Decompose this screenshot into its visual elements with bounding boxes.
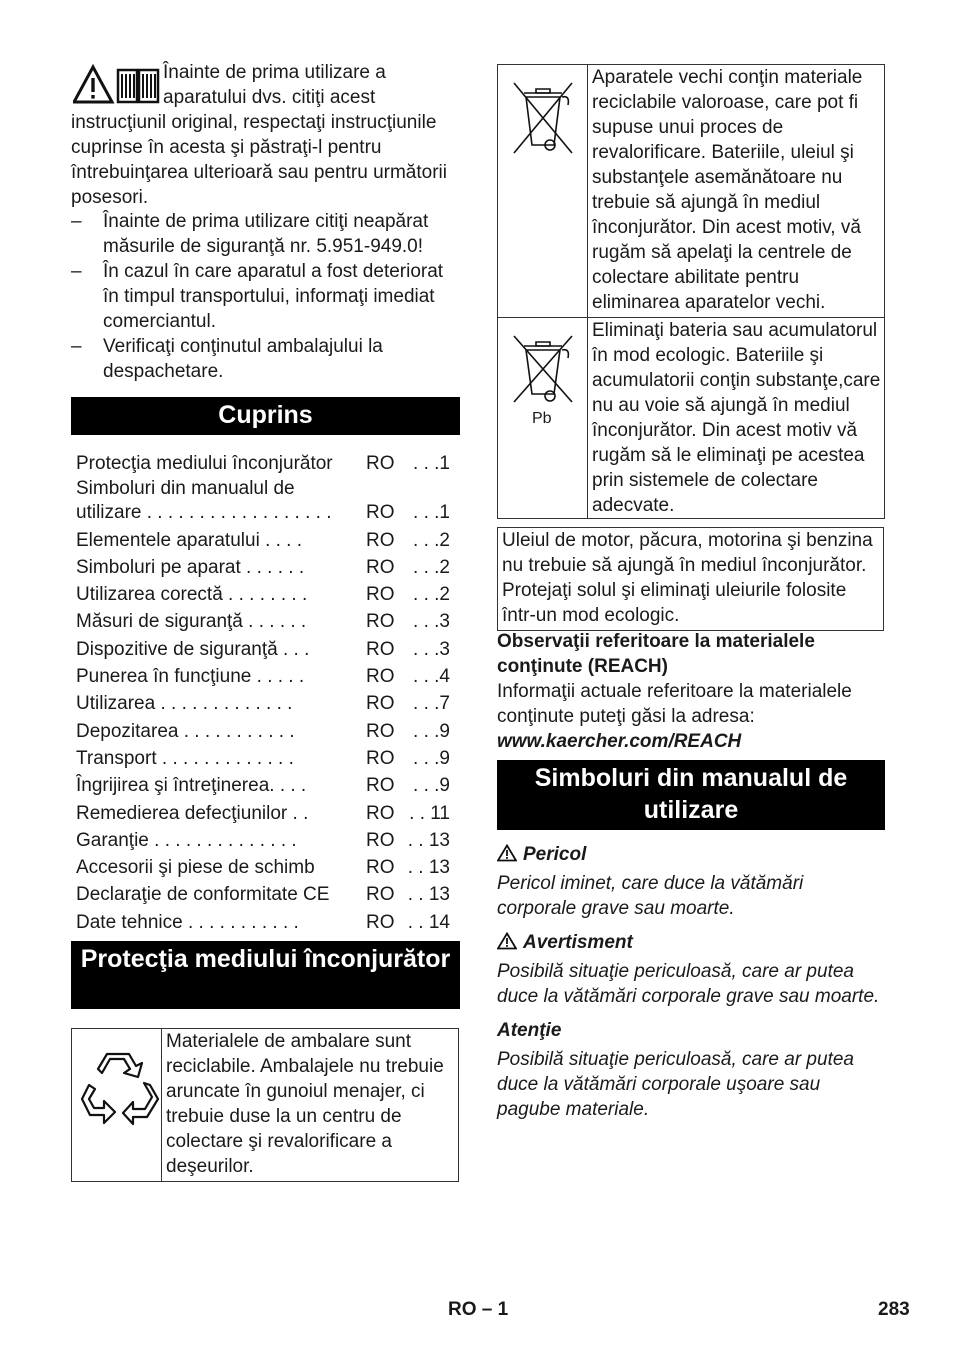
danger-warning-icon [497,844,517,862]
dash-marker: – [71,336,82,357]
battery-bin-cell [498,318,588,518]
danger-text: Pericol iminet, care duce la vătămări corporale grave sau moarte. [497,873,804,919]
old-devices-row [498,65,884,318]
disposal-table [497,64,885,519]
list-item: – Verificaţi conţinutul ambalajului la despachetare. [71,336,383,382]
footer-lang-page: RO – 1 [448,1299,509,1320]
toc-row[interactable]: Simboluri din manualul de utilizare . . . . . . . . . . . . . . . . . . RO . . .1 [76,478,450,524]
bin-cell [498,65,588,317]
intro-text: Înainte de prima utilizare a aparatului dvs. citiţi acest instrucţiunil original, respectaţi instrucţiunile cuprinse în acesta şi păstraţi-l pentru întrebuinţarea ulterioară sau pentru următorii posesori. [71,62,447,208]
intro-icons [71,64,163,110]
manual-book-icon [115,64,163,106]
list-item: – În cazul în care aparatul a fost deteriorat în timpul transportului, informaţi imediat comerciantul. [71,261,444,332]
toc-row[interactable]: Declaraţie de conformitate CE RO . . 13 [76,884,450,906]
toc-row[interactable]: Garanţie . . . . . . . . . . . . . . RO . . 13 [76,829,450,851]
danger-title-line [497,842,887,867]
toc-row[interactable]: Accesorii şi piese de schimb RO . . 13 [76,857,450,879]
toc-row[interactable]: Dispozitive de siguranţă . . . RO . . .3 [76,638,450,660]
warning-text: Posibilă situaţie periculoasă, care ar putea duce la vătămări corporale grave sau moarte. [497,961,880,1007]
toc-row[interactable]: Utilizarea corectă . . . . . . . . RO . . .2 [76,584,450,606]
symbols-heading: Simboluri din manualul de utilizare [497,760,885,830]
packaging-text: Materialele de ambalare sunt reciclabile. Ambalajele nu trebuie aruncate în gunoiul menajer, ci trebuie duse la un centru de colectare şi revalorificare a deşeurilor. [166,1031,444,1177]
warning-title-line [497,930,887,955]
toc-row[interactable]: Date tehnice . . . . . . . . . . . RO . . 14 [76,911,450,933]
dash-marker: – [71,211,82,232]
caution-title: Atenţie [497,1020,562,1041]
reach-link[interactable]: www.kaercher.com/REACH [497,731,742,752]
crossed-bin-icon [498,65,587,165]
warning-title: Avertisment [523,932,633,953]
reach-section [497,629,889,754]
toc-heading: Cuprins [71,397,460,435]
toc-row[interactable]: Simboluri pe aparat . . . . . . RO . . .2 [76,556,450,578]
toc-row[interactable]: Elementele aparatului . . . . RO . . .2 [76,529,450,551]
dash-marker: – [71,261,82,282]
table-of-contents [76,451,460,937]
battery-text: Eliminaţi bateria sau acumulatorul în mod ecologic. Bateriile şi acumulatorii conţin substanţe,care nu au voie să ajungă în mediul înconjurător. Din acest motiv vă rugăm să le eliminaţi pe acestea prin sistemele de colectare adecvate. [592,320,881,516]
toc-row[interactable]: Punerea în funcţiune . . . . . RO . . .4 [76,666,450,688]
recycle-cell [72,1029,162,1181]
intro-section [71,60,460,210]
caution-text: Posibilă situaţie periculoasă, care ar putea duce la vătămări corporale uşoare sau pagube materiale. [497,1049,854,1120]
toc-row[interactable]: Îngrijirea şi întreţinerea. . . . RO . . .9 [76,775,450,797]
reach-text: Informaţii actuale referitoare la materialele conţinute puteţi găsi la adresa: [497,681,852,727]
toc-row[interactable]: Transport . . . . . . . . . . . . . RO . . .9 [76,747,450,769]
toc-row[interactable]: Depozitarea . . . . . . . . . . . RO . . .9 [76,720,450,742]
toc-row[interactable]: Măsuri de siguranţă . . . . . . RO . . .3 [76,611,450,633]
packaging-box [71,1028,459,1182]
list-item: – Înainte de prima utilizare citiţi neapărat măsurile de siguranţă nr. 5.951-949.0! [71,211,429,257]
toc-row[interactable]: Utilizarea . . . . . . . . . . . . . RO . . .7 [76,693,450,715]
intro-list [71,209,460,384]
symbols-section [497,842,887,1122]
reach-title: Observaţii referitoare la materialele conţinute (REACH) [497,631,815,677]
danger-title: Pericol [523,844,587,865]
old-devices-text: Aparatele vechi conţin materiale reciclabile valoroase, care pot fi supuse unui proces de revalorificare. Bateriile, uleiul şi substanţele asemănătoare nu trebuie să ajungă în mediul înconjurător. Din acest motiv, vă rugăm să apelaţi la centrele de colectare abilitate pentru eliminarea aparatelor vechi. [592,67,863,313]
battery-row [498,318,884,518]
recycle-icon [72,1029,161,1181]
footer-page-number: 283 [878,1299,910,1320]
battery-label: Pb [532,410,552,427]
toc-row[interactable]: Protecţia mediului înconjurător RO . . .1 [76,453,450,475]
warning-sign-icon [497,932,517,950]
oil-box [497,527,884,631]
oil-text: Uleiul de motor, păcura, motorina şi benzina nu trebuie să ajungă în mediul înconjurător. Protejaţi solul şi eliminaţi uleiurile folosite într-un mod ecologic. [502,530,873,626]
toc-row[interactable]: Remedierea defecţiunilor . . RO . . 11 [76,802,450,824]
env-heading: Protecţia mediului înconjurător [71,941,460,1009]
